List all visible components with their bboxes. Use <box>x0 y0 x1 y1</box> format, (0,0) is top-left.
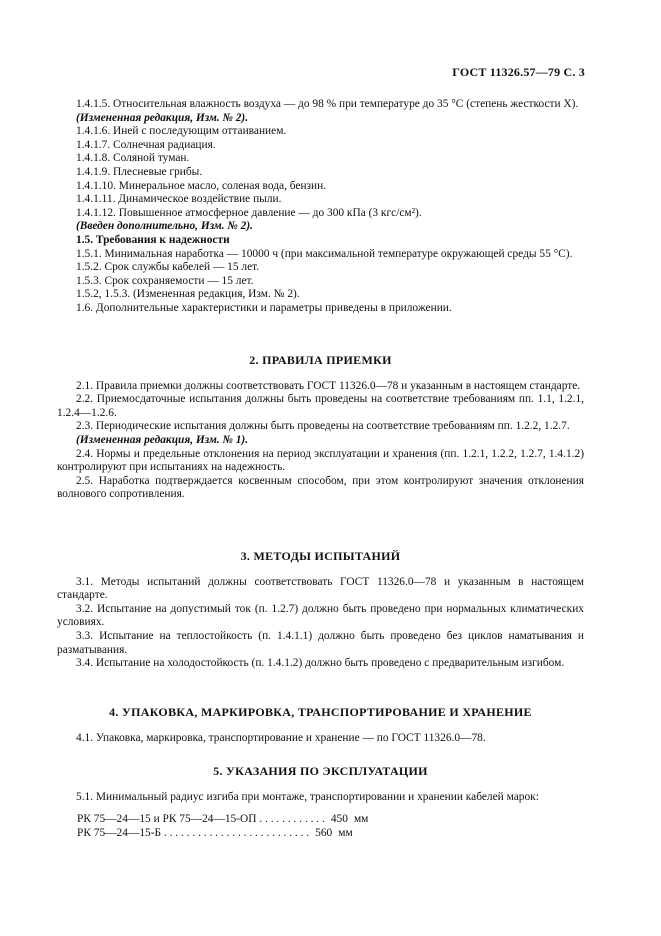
section-5 <box>57 765 584 840</box>
paragraph: 1.6. Дополнительные характеристики и параметры приведены в приложении. <box>76 301 452 314</box>
paragraph: 5.1. Минимальный радиус изгиба при монтаже, транспортировании и хранении кабелей марок: <box>76 790 539 803</box>
paragraph: 2.4. Нормы и предельные отклонения на период эксплуатации и хранения (пп. 1.2.1, 1.2.2, 1.2.7, 1.4.1.2) контролируют при испытаниях на надежность. <box>57 447 584 474</box>
section-4 <box>57 706 584 745</box>
page-header: ГОСТ 11326.57—79 С. 3 <box>452 65 585 79</box>
paragraph: (Измененная редакция, Изм. № 2). <box>76 111 249 124</box>
paragraph: 1.4.1.9. Плесневые грибы. <box>76 165 203 178</box>
section-body <box>57 576 584 671</box>
paragraph: 3.3. Испытание на теплостойкость (п. 1.4.1.1) должно быть проведено без циклов наматывания и разматывания. <box>57 629 584 656</box>
section-body <box>57 380 584 502</box>
paragraph: 1.4.1.12. Повышенное атмосферное давление — до 300 кПа (3 кгс/см²). <box>76 206 422 219</box>
paragraph: (Измененная редакция, Изм. № 1). <box>76 433 249 446</box>
paragraph: 2.2. Приемосдаточные испытания должны быть проведены на соответствие требованиям пп. 1.1, 1.2.1, 1.2.4—1.2.6. <box>57 393 584 419</box>
cable-mark: РК 75—24—15 и РК 75—24—15-ОП . . . . . . . . . . . . <box>77 813 325 826</box>
paragraph: 1.4.1.6. Иней с последующим оттаиванием. <box>76 125 287 138</box>
paragraph: 1.5.2, 1.5.3. (Измененная редакция, Изм. № 2). <box>76 288 300 301</box>
paragraph: 1.4.1.11. Динамическое воздействие пыли. <box>76 193 282 206</box>
unit: мм <box>353 813 369 826</box>
unit: мм <box>338 826 353 839</box>
paragraph: 2.1. Правила приемки должны соответствовать ГОСТ 11326.0—78 и указанным в настоящем стандарте. <box>76 379 581 392</box>
table-row <box>77 827 584 841</box>
paragraph: 1.4.1.8. Соляной туман. <box>76 152 190 165</box>
paragraph: 1.5.1. Минимальная наработка — 10000 ч (при максимальной температуре окружающей среды 55 °С). <box>76 247 573 260</box>
paragraph: 2.5. Наработка подтверждается косвенным способом, при этом контролируют значения отклонения волнового сопротивления. <box>57 474 584 501</box>
paragraph: 4.1. Упаковка, маркировка, транспортирование и хранение — по ГОСТ 11326.0—78. <box>76 731 486 744</box>
paragraph: 3.4. Испытание на холодостойкость (п. 1.4.1.2) должно быть проведено с предварительным изгибом. <box>76 657 565 670</box>
section-body <box>57 732 584 746</box>
section-title: 5. УКАЗАНИЯ ПО ЭКСПЛУАТАЦИИ <box>213 764 428 778</box>
section-body <box>57 791 584 805</box>
section-3 <box>57 550 584 671</box>
section-2 <box>57 354 584 502</box>
section-title: 2. ПРАВИЛА ПРИЕМКИ <box>249 353 392 367</box>
paragraph: 1.4.1.10. Минеральное масло, соленая вода, бензин. <box>76 179 327 192</box>
paragraph: 3.2. Испытание на допустимый ток (п. 1.2.7) должно быть проведено при нормальных климатических условиях. <box>57 602 584 629</box>
table-row <box>77 813 584 827</box>
top-section <box>57 98 584 316</box>
paragraph: 3.1. Методы испытаний должны соответствовать ГОСТ 11326.0—78 и указанным в настоящем стандарте. <box>57 575 584 602</box>
paragraph: 1.4.1.5. Относительная влажность воздуха — до 98 % при температуре до 35 °С (степень жесткости X). <box>76 98 579 110</box>
section-title: 4. УПАКОВКА, МАРКИРОВКА, ТРАНСПОРТИРОВАНИЕ И ХРАНЕНИЕ <box>109 705 532 719</box>
paragraph: 2.3. Периодические испытания должны быть проведены на соответствие требованиям пп. 1.2.2, 1.2.7. <box>76 420 570 433</box>
paragraph: (Введен дополнительно, Изм. № 2). <box>76 220 253 233</box>
paragraph: 1.4.1.7. Солнечная радиация. <box>76 138 216 151</box>
cable-mark: РК 75—24—15-Б . . . . . . . . . . . . . . . . . . . . . . . . . . <box>77 826 310 839</box>
paragraph: 1.5.3. Срок сохраняемости — 15 лет. <box>76 274 254 287</box>
radius-value: 450 <box>330 813 348 826</box>
radius-value: 560 <box>315 826 333 839</box>
paragraph: 1.5. Требования к надежности <box>76 233 230 246</box>
radius-table <box>77 813 584 840</box>
paragraph: 1.5.2. Срок службы кабелей — 15 лет. <box>76 261 260 274</box>
section-title: 3. МЕТОДЫ ИСПЫТАНИЙ <box>240 549 401 563</box>
